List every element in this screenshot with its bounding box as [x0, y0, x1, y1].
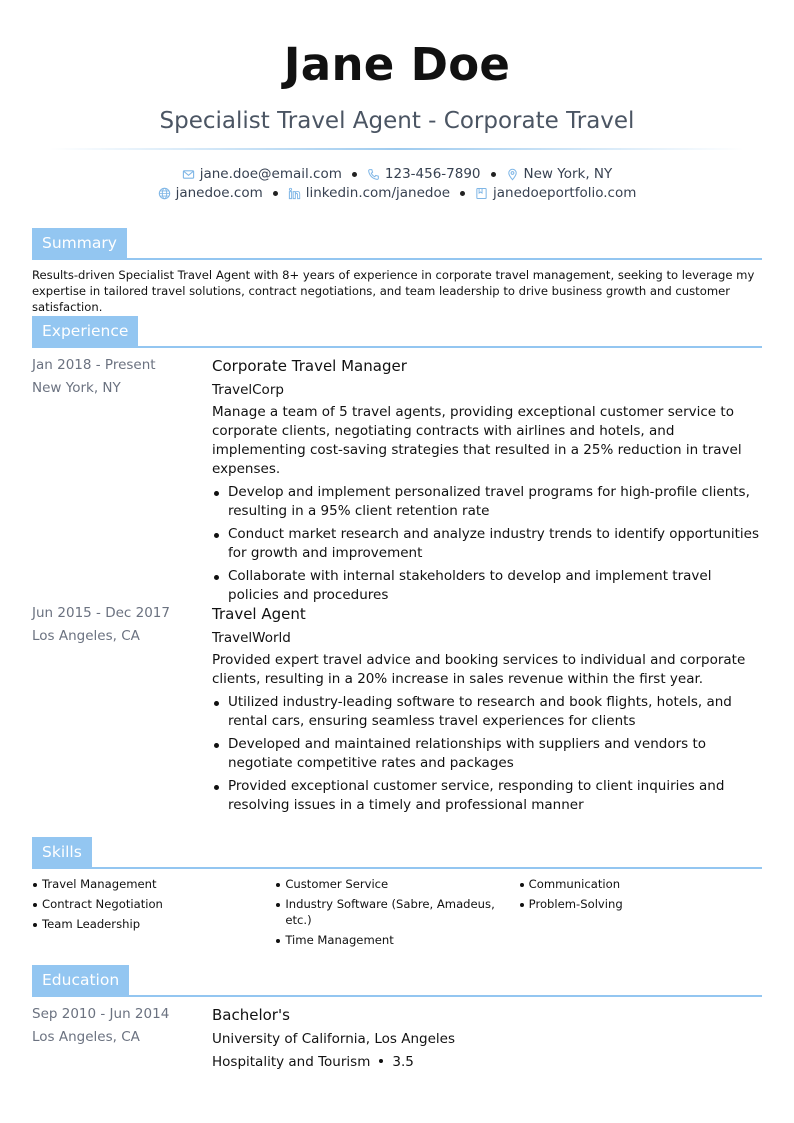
summary-heading: Summary	[32, 228, 127, 259]
skills-column-3	[519, 876, 762, 952]
contact-linkedin-text: linkedin.com/janedoe	[305, 185, 451, 201]
job-2-bullets	[212, 693, 764, 815]
contact-portfolio-text: janedoeportfolio.com	[493, 185, 637, 201]
section-rule	[32, 995, 762, 997]
summary-text: Results-driven Specialist Travel Agent with 8+ years of experience in corporate travel management, seeking to leverage my expertise in tailored travel solutions, contract negotiations, and team leadership to drive business growth and customer satisfaction.	[32, 268, 755, 314]
job-1-company: TravelCorp	[212, 382, 284, 398]
globe-icon	[158, 187, 171, 200]
education-school: University of California, Los Angeles	[212, 1031, 456, 1047]
list-item: Travel Management	[32, 876, 257, 892]
phone-icon	[367, 168, 380, 181]
skills-list	[32, 876, 762, 952]
contact-row-2	[0, 185, 794, 201]
separator-dot	[352, 172, 357, 177]
education-field-line	[212, 1051, 764, 1074]
list-item: Conduct market research and analyze industry trends to identify opportunities for growth and improvement	[212, 525, 764, 563]
skills-heading: Skills	[32, 837, 92, 868]
job-2-company: TravelWorld	[212, 630, 291, 646]
education-location: Los Angeles, CA	[32, 1029, 140, 1045]
skills-column-2	[275, 876, 518, 952]
list-item: Collaborate with internal stakeholders to develop and implement travel policies and procedures	[212, 567, 764, 605]
contact-phone[interactable]	[367, 166, 481, 182]
job-2-description: Provided expert travel advice and booking services to individual and corporate clients, resulting in a 20% increase in sales revenue within the first year.	[212, 652, 746, 687]
section-rule	[32, 867, 762, 869]
job-2-meta	[32, 602, 170, 648]
section-rule	[32, 346, 762, 348]
job-1-location: New York, NY	[32, 380, 121, 396]
list-item: Problem-Solving	[519, 896, 744, 912]
list-item: Industry Software (Sabre, Amadeus, etc.)	[275, 896, 500, 928]
list-item: Provided exceptional customer service, responding to client inquiries and resolving issues in a timely and professional manner	[212, 777, 764, 815]
list-item: Time Management	[275, 932, 500, 948]
separator-dot	[460, 191, 465, 196]
location-pin-icon	[506, 168, 519, 181]
education-meta	[32, 1003, 169, 1049]
job-2-details	[212, 604, 764, 819]
separator-dot	[379, 1059, 383, 1063]
contact-location-text: New York, NY	[523, 166, 613, 182]
section-rule	[32, 258, 762, 260]
education-gpa: 3.5	[392, 1054, 414, 1070]
experience-section-header	[32, 316, 762, 348]
list-item: Team Leadership	[32, 916, 257, 932]
contact-row-1	[0, 166, 794, 182]
contact-website-text: janedoe.com	[175, 185, 263, 201]
job-2-dates: Jun 2015 - Dec 2017	[32, 605, 170, 621]
job-2-title: Travel Agent	[212, 605, 306, 623]
contact-email-text: jane.doe@email.com	[199, 166, 342, 182]
job-title-heading: Specialist Travel Agent - Corporate Travel	[159, 108, 635, 134]
summary-section-header	[32, 228, 762, 260]
contact-phone-text: 123-456-7890	[384, 166, 481, 182]
job-1-dates: Jan 2018 - Present	[32, 357, 156, 373]
education-field: Hospitality and Tourism	[212, 1054, 371, 1070]
separator-dot	[491, 172, 496, 177]
job-1-title: Corporate Travel Manager	[212, 357, 407, 375]
contact-email[interactable]	[182, 166, 342, 182]
contact-location	[506, 166, 613, 182]
envelope-icon	[182, 168, 195, 181]
linkedin-icon	[288, 187, 301, 200]
education-heading: Education	[32, 965, 129, 996]
list-item: Develop and implement personalized travel programs for high-profile clients, resulting in a 95% client retention rate	[212, 483, 764, 521]
education-dates: Sep 2010 - Jun 2014	[32, 1006, 170, 1022]
job-1-details	[212, 356, 764, 609]
experience-heading: Experience	[32, 316, 138, 347]
education-section-header	[32, 965, 762, 997]
skills-column-1	[32, 876, 275, 952]
list-item: Contract Negotiation	[32, 896, 257, 912]
education-degree: Bachelor's	[212, 1006, 290, 1024]
list-item: Communication	[519, 876, 744, 892]
list-item: Utilized industry-leading software to research and book flights, hotels, and rental cars, ensuring seamless travel experiences for clients	[212, 693, 764, 731]
list-item: Developed and maintained relationships with suppliers and vendors to negotiate competitive rates and packages	[212, 735, 764, 773]
skills-section-header	[32, 837, 762, 869]
job-2-location: Los Angeles, CA	[32, 628, 140, 644]
list-item: Customer Service	[275, 876, 500, 892]
job-1-bullets	[212, 483, 764, 605]
education-details	[212, 1005, 764, 1074]
contact-portfolio[interactable]	[475, 185, 636, 201]
header-divider	[50, 148, 744, 150]
candidate-name: Jane Doe	[283, 38, 511, 91]
separator-dot	[273, 191, 278, 196]
portfolio-icon	[475, 187, 488, 200]
job-1-meta	[32, 354, 156, 400]
contact-linkedin[interactable]	[288, 185, 450, 201]
contact-website[interactable]	[158, 185, 263, 201]
job-1-description: Manage a team of 5 travel agents, providing exceptional customer service to corporate clients, negotiating contracts with airlines and hotels, and implementing cost-saving strategies that resulted in a 25% reduction in travel expenses.	[212, 404, 742, 477]
